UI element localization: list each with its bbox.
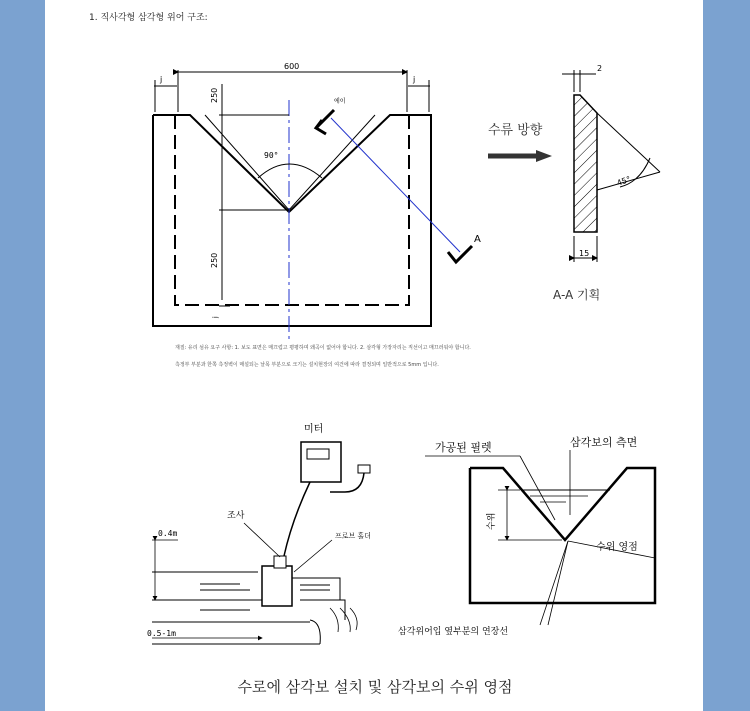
dim-j-right: j [413,75,416,84]
flow-direction [488,122,552,162]
section-dim-top: 2 [597,64,603,73]
section-title: A-A 기획 [553,288,601,302]
dim-upper: 250 [210,87,219,103]
dim-04: 0.4m [158,529,178,538]
meter-label: 미터 [304,424,324,435]
section-view [553,64,660,302]
section-angle: 45° [615,174,633,188]
dim-j-left: j [160,75,163,84]
probe-label: 조사 [227,511,245,521]
dim-width: 600 [284,62,300,71]
section-heading: 1. 직사각형 삼각형 위어 구조: [89,13,208,23]
zero-point-label: 수위 영점 [596,542,638,553]
section-dim-bottom: 15 [579,249,590,258]
section-label-top: 에이 [334,98,346,105]
installation-note: 측정부 부분과 한쪽 측정벽이 매설되는 날목 부분으로 크기는 설치현장의 여건에 따라 결정되며 일반적으로 5mm 입니다. [175,362,439,368]
dim-bottom: j [212,316,219,318]
dim-05: 0.5-1m [147,629,176,638]
extension-label: 삼각위어입 옆부분의 연장선 [398,627,509,637]
section-label-bottom: A [474,234,481,245]
dim-lower: 250 [210,252,219,268]
flow-direction-label: 수류 방향 [488,123,543,138]
figure-caption: 수로에 삼각보 설치 및 삼각보의 수위 영점 [237,678,513,696]
installation-diagram [147,422,371,644]
fillet-label: 가공된 필렛 [435,441,492,454]
weir-front-view [153,62,481,340]
side-label: 삼각보의 측면 [570,436,638,449]
probe-holder-label: 프로브 홀더 [335,532,372,540]
water-level-zero-diagram [398,435,655,637]
water-level-label: 수위 [487,512,497,530]
material-note: 재질: 유리 섬유 요구 사항: 1. 보도 표면은 매끄럽고 평평하며 왜곡이 없어야 합니다. 2. 삼각형 가장자리는 직선이고 매끄러워야 합니다. [175,345,471,351]
angle-label: 90° [264,151,279,160]
